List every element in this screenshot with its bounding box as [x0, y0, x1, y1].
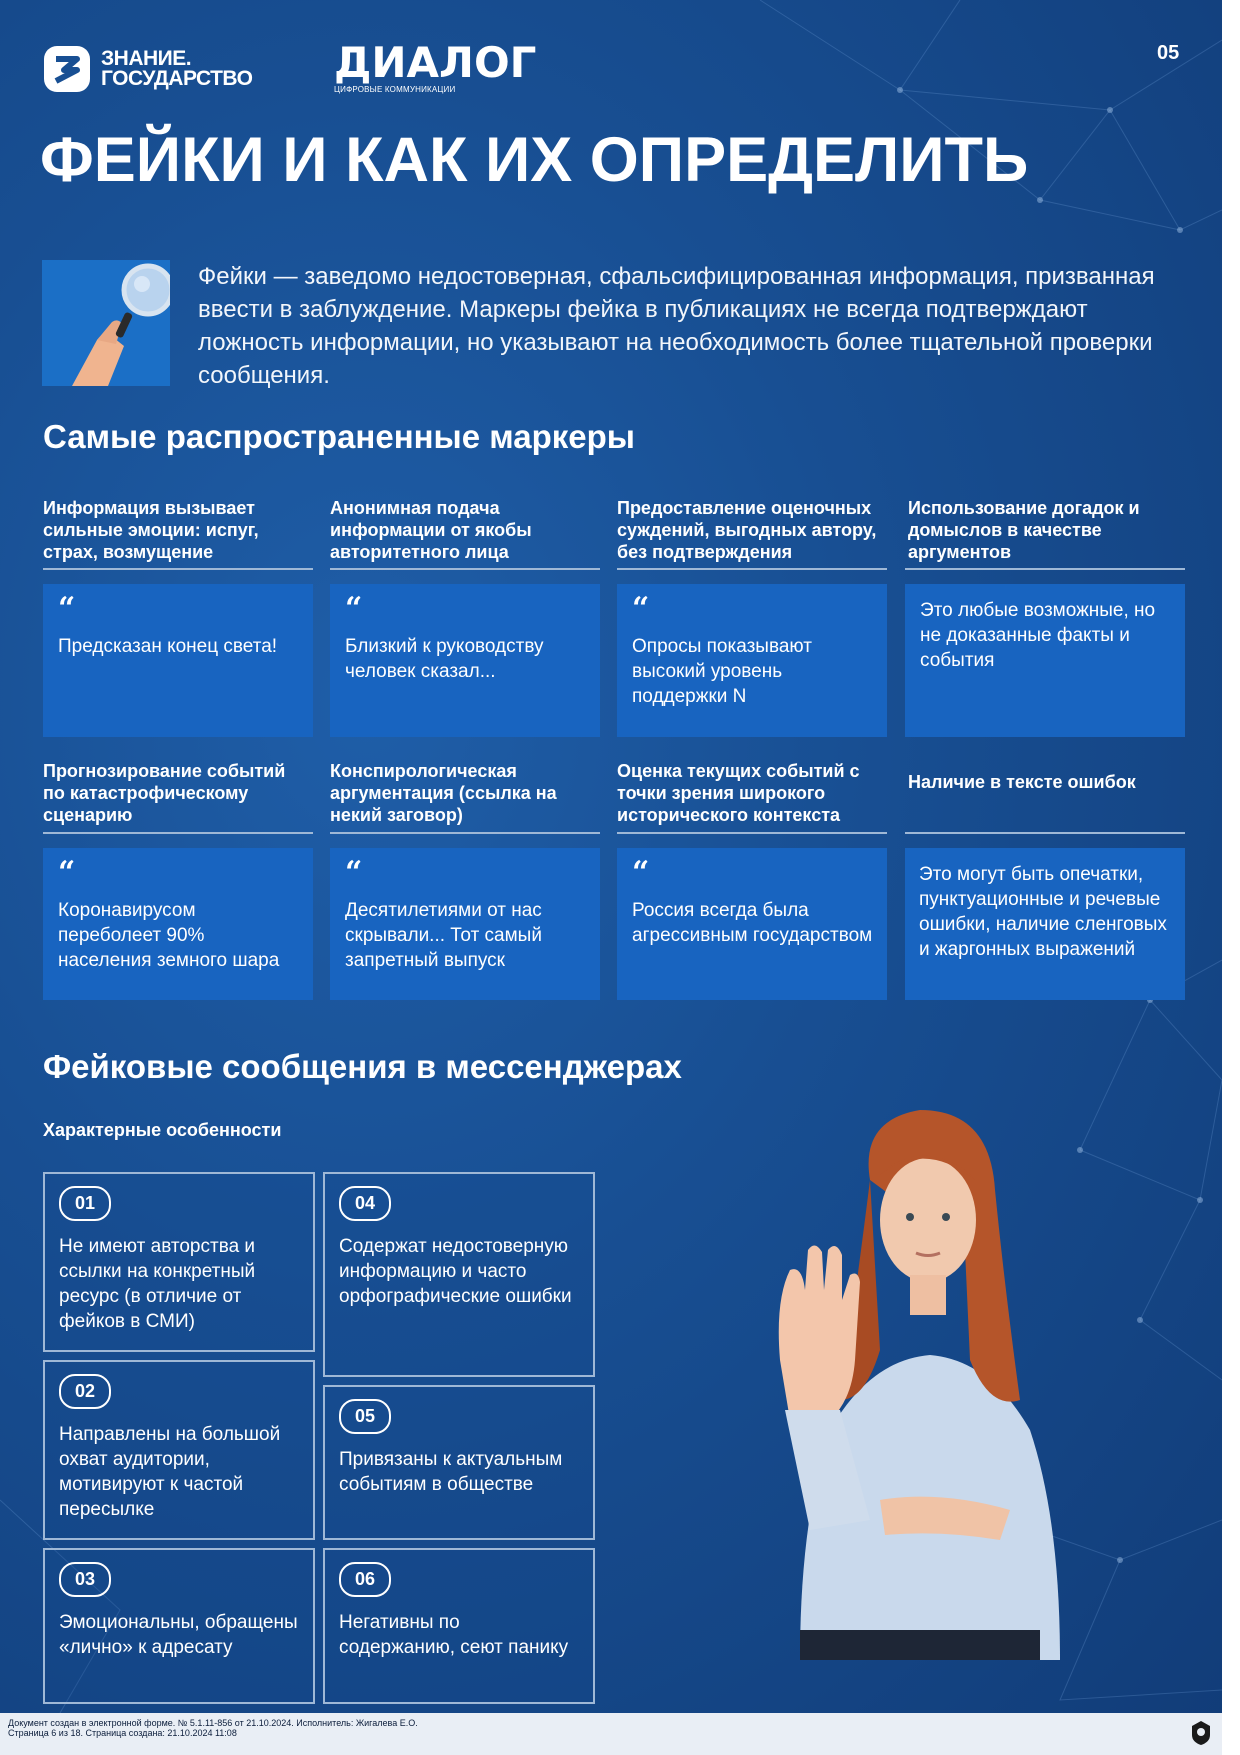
emblem-icon — [1190, 1720, 1212, 1746]
marker-divider — [43, 832, 313, 834]
features-subheading: Характерные особенности — [43, 1120, 282, 1140]
quote-icon: “ — [632, 591, 650, 626]
woman-stop-gesture-photo — [760, 1100, 1080, 1660]
feature-number: 06 — [339, 1562, 391, 1597]
quote-icon: “ — [58, 591, 76, 626]
marker-example-4: Это любые возможные, но не доказанные факты и события — [920, 600, 1156, 671]
marker-card-5 — [43, 848, 313, 1000]
marker-card-8 — [905, 848, 1185, 1000]
marker-card-2 — [330, 584, 600, 737]
marker-heading-4: Использование догадок и домыслов в качестве аргументов — [908, 498, 1140, 562]
feature-card-6 — [323, 1548, 595, 1704]
feature-text: Негативны по содержанию, сеют панику — [339, 1612, 569, 1658]
logo-right-sub: ЦИФРОВЫЕ КОММУНИКАЦИИ — [334, 85, 456, 94]
logo-left-line1: ЗНАНИЕ. — [101, 47, 192, 70]
marker-card-6 — [330, 848, 600, 1000]
feature-text: Не имеют авторства и ссылки на конкретный ресурс (в отличие от фейков в СМИ) — [59, 1236, 256, 1332]
footer-line2: Страница 6 из 18. Страница создана: 21.10.2024 11:08 — [8, 1728, 237, 1738]
znanie-gosudarstvo-logo — [42, 44, 252, 94]
feature-number: 03 — [59, 1562, 111, 1597]
page-title: ФЕЙКИ И КАК ИХ ОПРЕДЕЛИТЬ — [40, 125, 1029, 195]
marker-divider — [330, 568, 600, 570]
marker-heading-6: Конспирологическая аргументация (ссылка на некий заговор) — [330, 761, 557, 825]
feature-text: Эмоциональны, обращены «лично» к адресату — [59, 1612, 298, 1658]
marker-heading-8: Наличие в тексте ошибок — [908, 772, 1136, 792]
marker-heading-1: Информация вызывает сильные эмоции: испуг, страх, возмущение — [43, 498, 259, 562]
dialog-logo — [334, 38, 537, 94]
marker-card-1 — [43, 584, 313, 737]
marker-heading-2: Анонимная подача информации от якобы авторитетного лица — [330, 498, 532, 562]
messengers-heading: Фейковые сообщения в мессенджерах — [43, 1048, 682, 1085]
marker-card-3 — [617, 584, 887, 737]
feature-card-5 — [323, 1385, 595, 1540]
marker-card-4 — [905, 584, 1185, 737]
page-number: 05 — [1157, 42, 1180, 64]
magnifier-icon — [42, 260, 170, 386]
marker-example-8: Это могут быть опечатки, пунктуационные и речевые ошибки, наличие сленговых и жаргонных выражений — [919, 864, 1167, 960]
magnifier-hand-image — [42, 260, 170, 386]
marker-example-2: Близкий к руководству человек сказал... — [345, 636, 544, 682]
marker-heading-5: Прогнозирование событий по катастрофическому сценарию — [43, 761, 286, 825]
feature-card-4 — [323, 1172, 595, 1377]
marker-example-7: Россия всегда была агрессивным государством — [632, 900, 873, 946]
quote-icon: “ — [345, 591, 363, 626]
feature-card-1 — [43, 1172, 315, 1352]
intro-paragraph: Фейки — заведомо недостоверная, сфальсифицированная информация, призванная ввести в заблуждение. Маркеры фейка в публикациях не всегда подтверждают ложность информации, но указывают на необходимость более тщательной проверки сообщения. — [198, 263, 1155, 389]
logo-right-main: ДИАЛОГ — [334, 38, 537, 87]
quote-icon: “ — [58, 855, 76, 890]
feature-text: Направлены на большой охват аудитории, мотивируют к частой пересылке — [59, 1424, 281, 1520]
marker-example-6: Десятилетиями от нас скрывали... Тот самый запретный выпуск — [345, 900, 542, 971]
logo-left-line2: ГОСУДАРСТВО — [101, 67, 253, 90]
footer-line1: Документ создан в электронной форме. № 5.1.11-856 от 21.10.2024. Исполнитель: Жигалева Е.О. — [8, 1718, 418, 1728]
document-footer — [8, 1718, 418, 1738]
marker-example-5: Коронавирусом переболеет 90% населения земного шара — [58, 900, 280, 971]
marker-divider — [617, 568, 887, 570]
marker-divider — [617, 832, 887, 834]
feature-number: 02 — [59, 1374, 111, 1409]
feature-number: 01 — [59, 1186, 111, 1221]
feature-card-2 — [43, 1360, 315, 1540]
marker-heading-3: Предоставление оценочных суждений, выгодных автору, без подтверждения — [617, 498, 877, 562]
marker-heading-7: Оценка текущих событий с точки зрения широкого исторического контекста — [617, 761, 860, 825]
marker-divider — [905, 832, 1185, 834]
feature-number: 05 — [339, 1399, 391, 1434]
marker-divider — [905, 568, 1185, 570]
feature-card-3 — [43, 1548, 315, 1704]
feature-number: 04 — [339, 1186, 391, 1221]
marker-example-3: Опросы показывают высокий уровень поддержки N — [632, 636, 812, 707]
marker-example-1: Предсказан конец света! — [58, 636, 278, 657]
markers-heading: Самые распространенные маркеры — [43, 418, 635, 455]
quote-icon: “ — [345, 855, 363, 890]
marker-divider — [43, 568, 313, 570]
znanie-logo-icon — [42, 44, 92, 94]
feature-text: Привязаны к актуальным событиям в обществе — [339, 1449, 563, 1495]
quote-icon: “ — [632, 855, 650, 890]
feature-text: Содержат недостоверную информацию и часто орфографические ошибки — [339, 1236, 572, 1307]
marker-divider — [330, 832, 600, 834]
marker-card-7 — [617, 848, 887, 1000]
